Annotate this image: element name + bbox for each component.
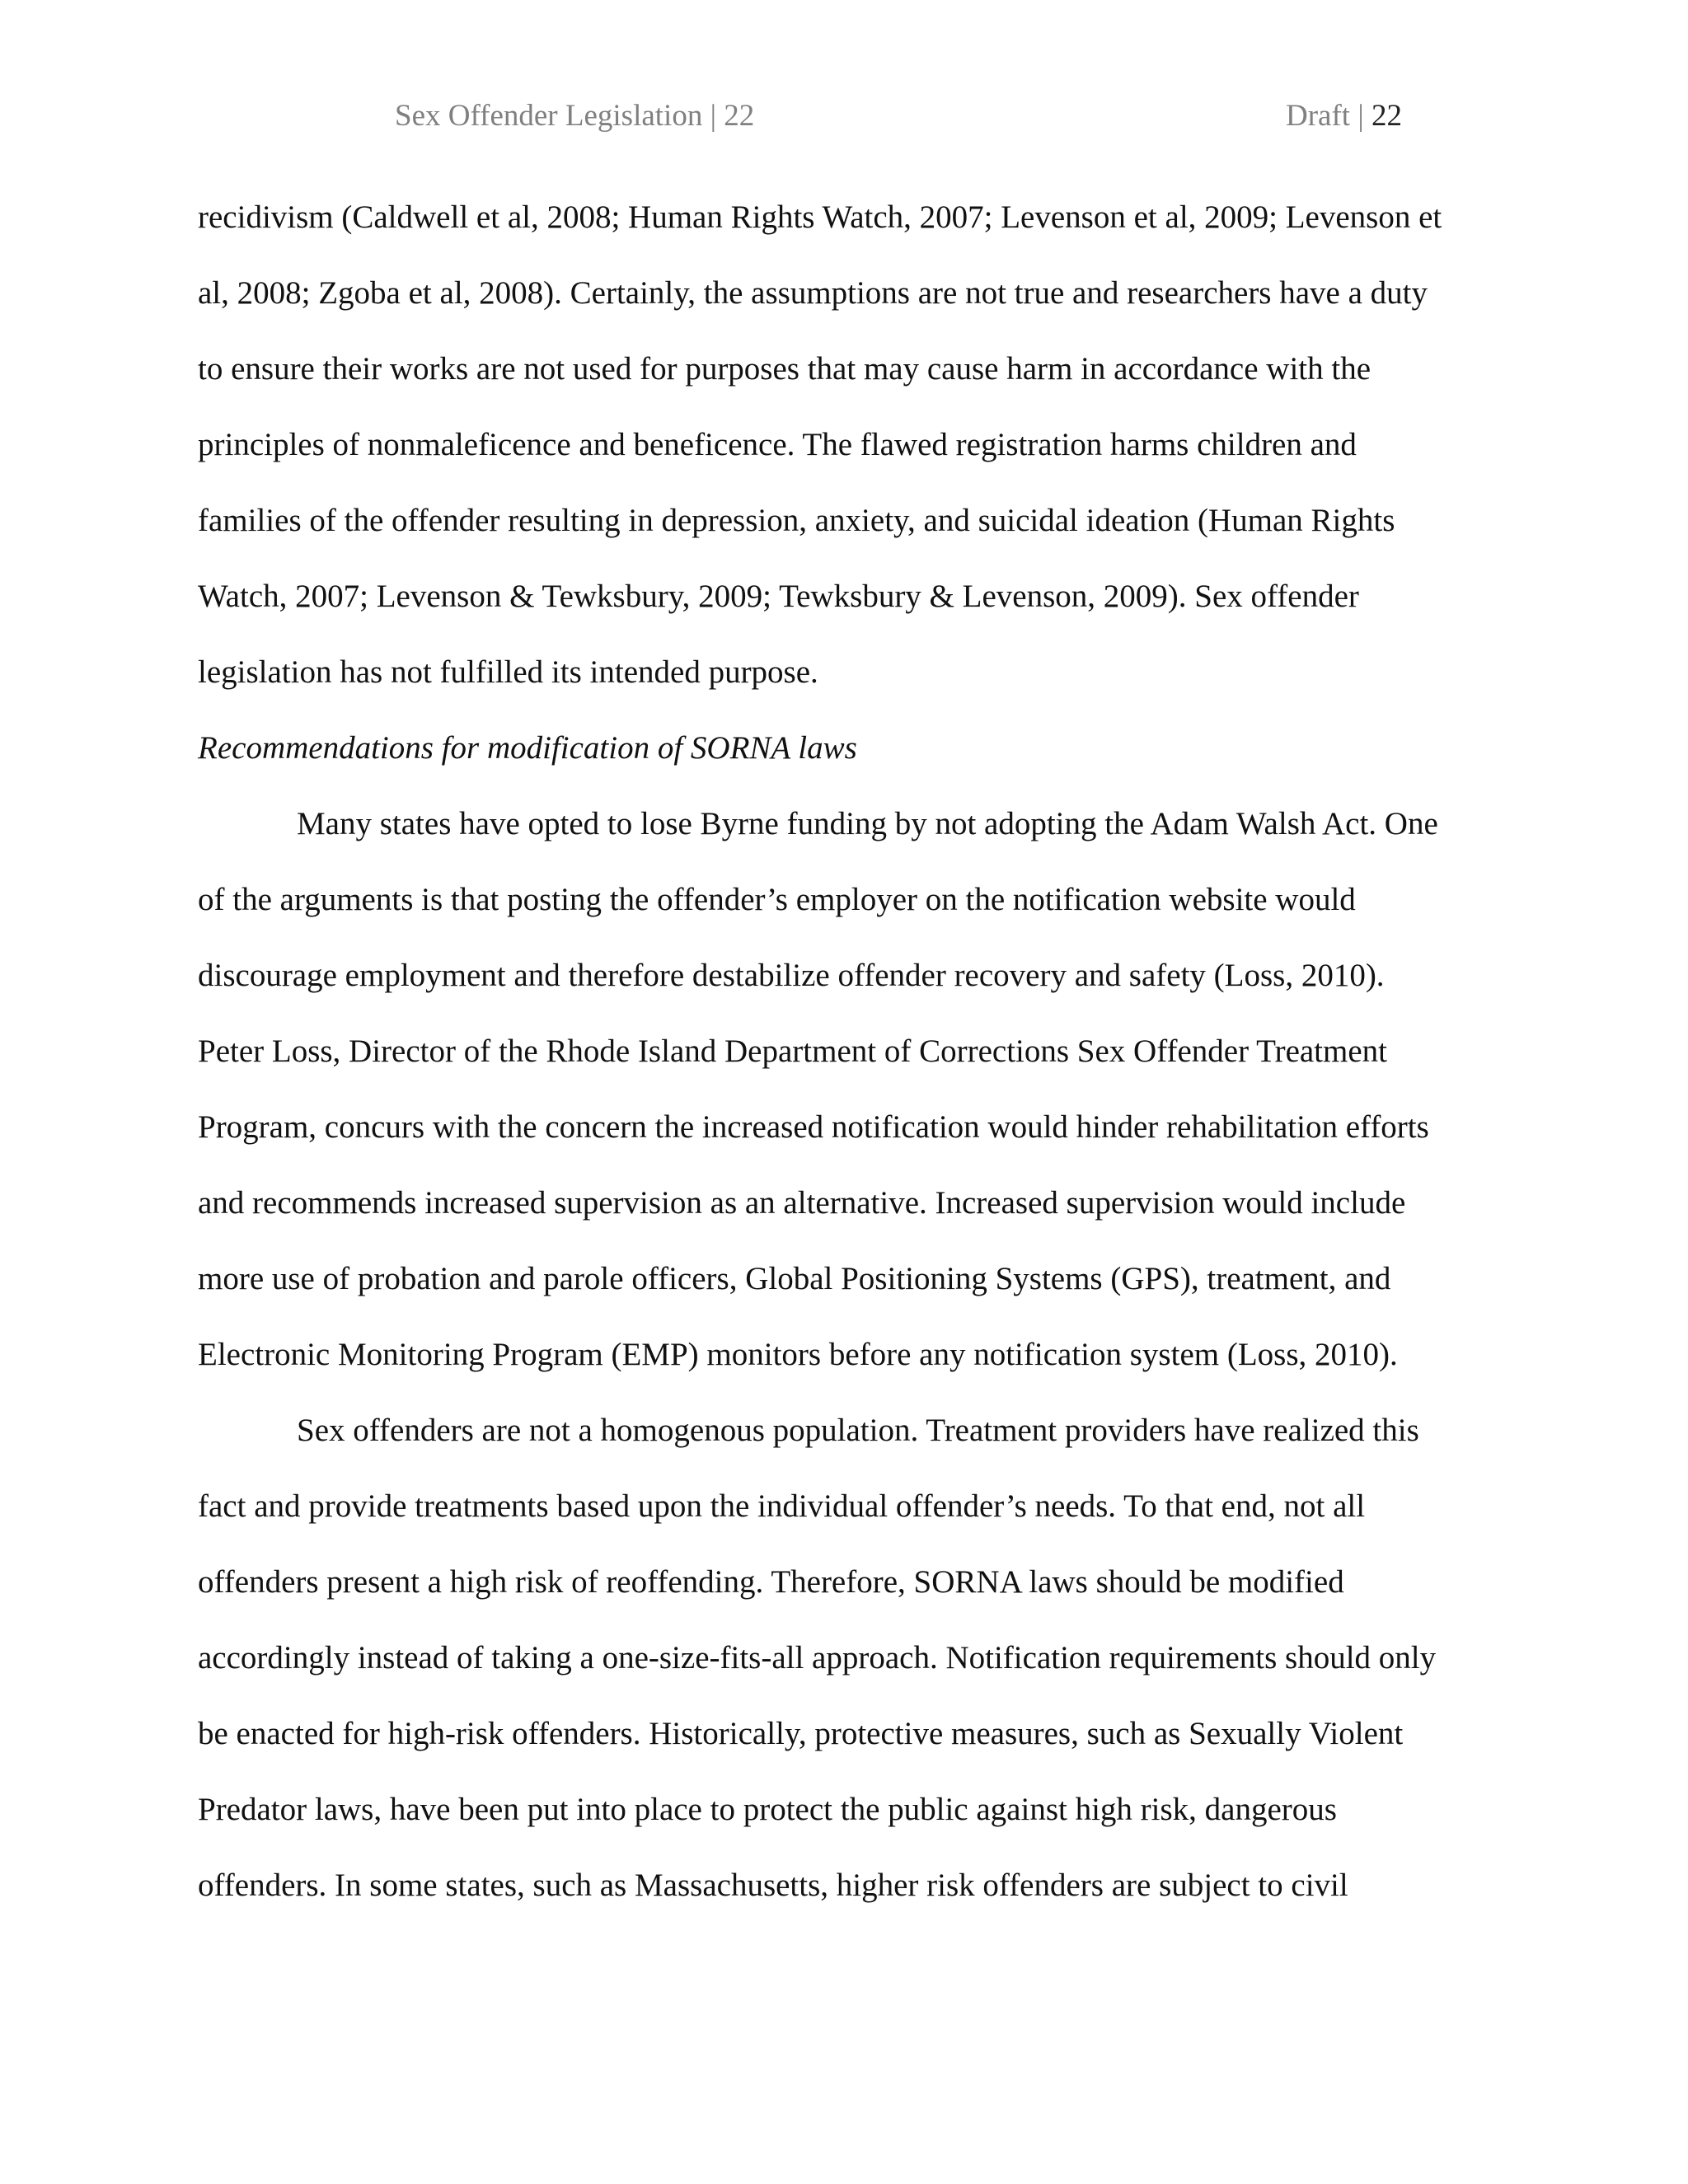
text-line: Program, concurs with the concern the increased notification would hinder rehabilitation efforts (198, 1109, 1429, 1145)
text-line: offenders. In some states, such as Massachusetts, higher risk offenders are subject to civil (198, 1868, 1348, 1903)
text-line: Electronic Monitoring Program (EMP) monitors before any notification system (Loss, 2010). (198, 1337, 1398, 1372)
body-text (198, 194, 1517, 1938)
draft-label: Draft (1286, 99, 1351, 133)
text-line: of the arguments is that posting the offender’s employer on the notification website would (198, 882, 1356, 917)
page-number: 22 (1372, 99, 1402, 133)
text-line: be enacted for high-risk offenders. Historically, protective measures, such as Sexually Violent (198, 1716, 1404, 1751)
text-line: to ensure their works are not used for purposes that may cause harm in accordance with the (198, 351, 1372, 387)
text-line: al, 2008; Zgoba et al, 2008). Certainly, the assumptions are not true and researchers have a duty (198, 275, 1428, 311)
text-line: Predator laws, have been put into place to protect the public against high risk, dangerous (198, 1792, 1337, 1827)
text-line: recidivism (Caldwell et al, 2008; Human Rights Watch, 2007; Levenson et al, 2009; Levenson et (198, 199, 1442, 235)
text-line: discourage employment and therefore destabilize offender recovery and safety (Loss, 2010). (198, 958, 1385, 993)
text-line: legislation has not fulfilled its intended purpose. (198, 654, 818, 690)
text-line: offenders present a high risk of reoffending. Therefore, SORNA laws should be modified (198, 1564, 1344, 1600)
paragraph-first-line: Sex offenders are not a homogenous population. Treatment providers have realized this (297, 1413, 1419, 1448)
paragraph-first-line: Many states have opted to lose Byrne funding by not adopting the Adam Walsh Act. One (297, 806, 1438, 841)
text-line: accordingly instead of taking a one-size-fits-all approach. Notification requirements should only (198, 1640, 1437, 1675)
text-line: Watch, 2007; Levenson & Tewksbury, 2009; Tewksbury & Levenson, 2009). Sex offender (198, 579, 1359, 614)
text-line: more use of probation and parole officers, Global Positioning Systems (GPS), treatment, and (198, 1261, 1391, 1296)
section-heading: Recommendations for modification of SORNA laws (198, 730, 857, 766)
running-header-page (1286, 96, 1402, 137)
header-separator: | (1350, 99, 1372, 133)
text-line: families of the offender resulting in depression, anxiety, and suicidal ideation (Human Rights (198, 503, 1395, 538)
text-line: principles of nonmaleficence and beneficence. The flawed registration harms children and (198, 427, 1357, 462)
text-line: fact and provide treatments based upon the individual offender’s needs. To that end, not all (198, 1488, 1366, 1524)
running-header-title: Sex Offender Legislation | 22 (395, 99, 755, 133)
text-line: Peter Loss, Director of the Rhode Island Department of Corrections Sex Offender Treatment (198, 1033, 1387, 1069)
text-line: and recommends increased supervision as an alternative. Increased supervision would include (198, 1185, 1406, 1221)
